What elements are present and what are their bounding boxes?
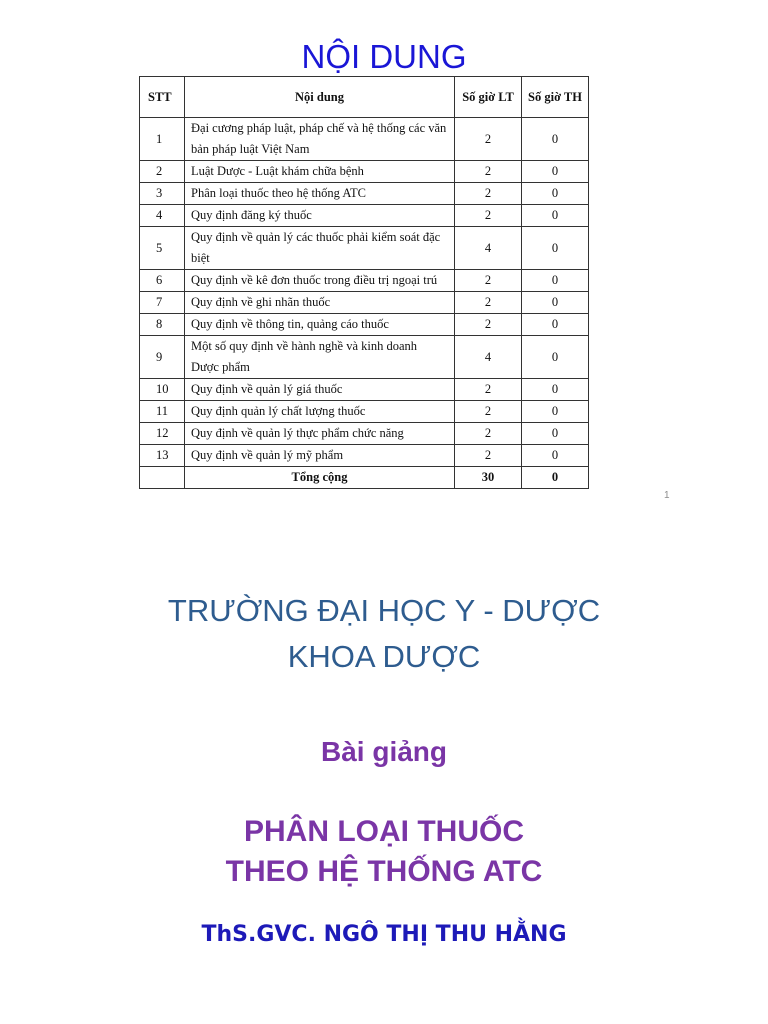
cell-content: Quy định về kê đơn thuốc trong điều trị ngoại trú (185, 270, 455, 292)
cell-content: Luật Dược - Luật khám chữa bệnh (185, 161, 455, 183)
cell-content: Quy định về ghi nhãn thuốc (185, 292, 455, 314)
cell-lt: 2 (455, 379, 522, 401)
cell-th: 0 (522, 292, 589, 314)
total-th: 0 (522, 467, 589, 489)
header-stt: STT (140, 77, 185, 118)
cell-stt: 13 (140, 445, 185, 467)
cell-th: 0 (522, 118, 589, 161)
cell-content: Quy định về quản lý thực phẩm chức năng (185, 423, 455, 445)
cell-lt: 4 (455, 336, 522, 379)
university-line-1: TRƯỜNG ĐẠI HỌC Y - DƯỢC (167, 593, 601, 628)
lecture-title-line-1: PHÂN LOẠI THUỐC (244, 815, 524, 848)
total-label: Tổng cộng (185, 467, 455, 489)
cell-stt: 3 (140, 183, 185, 205)
total-lt: 30 (455, 467, 522, 489)
cell-content: Đại cương pháp luật, pháp chế và hệ thống các văn bản pháp luật Việt Nam (185, 118, 455, 161)
cell-content: Quy định về thông tin, quảng cáo thuốc (185, 314, 455, 336)
syllabus-table (139, 76, 589, 489)
table-row (140, 205, 589, 227)
table-body (140, 118, 589, 489)
cell-th: 0 (522, 423, 589, 445)
cell-stt: 8 (140, 314, 185, 336)
cell-stt: 1 (140, 118, 185, 161)
university-name (0, 588, 768, 680)
slide-title: NỘI DUNG (301, 38, 467, 75)
author-name: ThS.GVC. NGÔ THỊ THU HẰNG (201, 922, 567, 947)
header-th: Số giờ TH (522, 77, 589, 118)
cell-lt: 2 (455, 401, 522, 423)
cell-stt: 10 (140, 379, 185, 401)
cell-lt: 2 (455, 292, 522, 314)
table-row (140, 161, 589, 183)
cell-stt: 9 (140, 336, 185, 379)
lecture-title-line-2: THEO HỆ THỐNG ATC (225, 855, 543, 888)
table-row (140, 292, 589, 314)
table-row (140, 336, 589, 379)
cell-th: 0 (522, 314, 589, 336)
cell-stt: 2 (140, 161, 185, 183)
cell-th: 0 (522, 270, 589, 292)
cell-th: 0 (522, 379, 589, 401)
university-line-2: KHOA DƯỢC (287, 639, 481, 674)
cell-th: 0 (522, 227, 589, 270)
cell-stt: 11 (140, 401, 185, 423)
cell-lt: 2 (455, 183, 522, 205)
cell-th: 0 (522, 401, 589, 423)
cell-lt: 2 (455, 423, 522, 445)
cell-content: Quy định quản lý chất lượng thuốc (185, 401, 455, 423)
cell-lt: 2 (455, 445, 522, 467)
cell-content: Quy định về quản lý các thuốc phải kiểm soát đặc biệt (185, 227, 455, 270)
page-number: 1 (664, 490, 670, 501)
table-row (140, 227, 589, 270)
table-row (140, 118, 589, 161)
cell-stt: 5 (140, 227, 185, 270)
cell-lt: 2 (455, 270, 522, 292)
table-row (140, 314, 589, 336)
cell-content: Một số quy định về hành nghề và kinh doanh Dược phẩm (185, 336, 455, 379)
cell-th: 0 (522, 161, 589, 183)
header-content: Nội dung (185, 77, 455, 118)
table-row (140, 379, 589, 401)
cell-th: 0 (522, 205, 589, 227)
cell-stt: 6 (140, 270, 185, 292)
cell-content: Quy định đăng ký thuốc (185, 205, 455, 227)
table-row (140, 445, 589, 467)
cell-lt: 2 (455, 314, 522, 336)
table-total-row (140, 467, 589, 489)
table-row (140, 401, 589, 423)
lecture-title (0, 812, 768, 892)
cell-content: Quy định về quản lý mỹ phẩm (185, 445, 455, 467)
total-empty-cell (140, 467, 185, 489)
cell-th: 0 (522, 183, 589, 205)
cell-stt: 12 (140, 423, 185, 445)
table-row (140, 270, 589, 292)
cell-stt: 7 (140, 292, 185, 314)
cell-lt: 4 (455, 227, 522, 270)
cell-th: 0 (522, 445, 589, 467)
cell-content: Phân loại thuốc theo hệ thống ATC (185, 183, 455, 205)
lecture-label: Bài giảng (320, 736, 447, 767)
table-header-row (140, 77, 589, 118)
cell-lt: 2 (455, 161, 522, 183)
cell-stt: 4 (140, 205, 185, 227)
table-row (140, 423, 589, 445)
cell-th: 0 (522, 336, 589, 379)
header-lt: Số giờ LT (455, 77, 522, 118)
cell-lt: 2 (455, 118, 522, 161)
table-row (140, 183, 589, 205)
cell-lt: 2 (455, 205, 522, 227)
cell-content: Quy định về quản lý giá thuốc (185, 379, 455, 401)
